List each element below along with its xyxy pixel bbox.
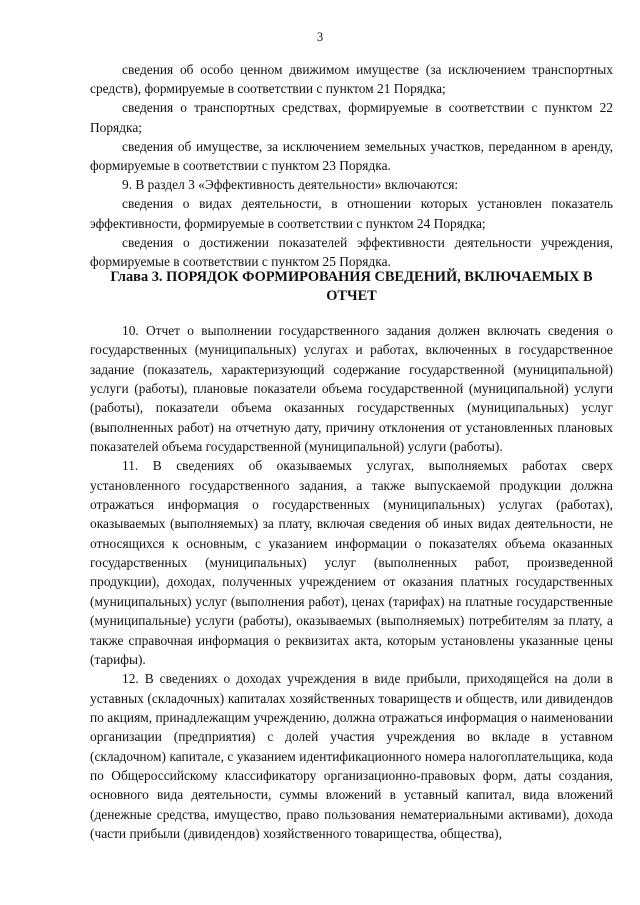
paragraph: сведения о транспортных средствах, формируемые в соответствии с пунктом 22 Порядка; — [90, 100, 613, 135]
paragraph: сведения о видах деятельности, в отношении которых установлен показатель эффективности, формируемые в соответствии с пунктом 24 Порядка; — [90, 196, 613, 231]
page-number: 3 — [316, 30, 324, 44]
paragraph: сведения о достижении показателей эффективности деятельности учреждения, формируемые в соответствии с пунктом 25 Порядка. — [90, 234, 613, 270]
chapter-heading: Глава 3. ПОРЯДОК ФОРМИРОВАНИЯ СВЕДЕНИЙ, ВКЛЮЧАЕМЫХ В ОТЧЕТ — [110, 269, 593, 304]
paragraph: сведения об особо ценном движимом имуществе (за исключением транспортных средств), формируемые в соответствии с пунктом 21 Порядка; — [90, 62, 613, 97]
paragraph: 9. В раздел 3 «Эффективность деятельности» включаются: — [122, 177, 459, 193]
paragraph: 12. В сведениях о доходах учреждения в виде прибыли, приходящейся на доли в уставных (складочных) капиталах хозяйственных товариществ и обществ, или дивидендов по акциям, принадлежащим учреждению, должна отражаться информация о наименовании организации (предприятия) с долей участия учреждения во вкладе в уставном (складочном) капитале, с указанием идентификационного номера налогоплательщика, кода по Общероссийскому классификатору организационно-правовых форм, даты создания, основного вида деятельности, суммы вложений в уставный капитал, вида вложений (денежные средства, имущество, право пользования нематериальными активами), дохода (части прибыли (дивидендов) хозяйственного товарищества, общества), — [90, 671, 613, 841]
chapter-3-body — [90, 321, 613, 843]
paragraph: 10. Отчет о выполнении государственного задания должен включать сведения о государственных (муниципальных) услугах и работах, включенных в государственное задание (показатель, характеризующий содержание государственной (муниципальной) услуги (работы), плановые показатели объема государственной (муниципальной) услуги (работы), показатели объема оказанных государственных (муниципальных) услуг (выполненных работ) на отчетную дату, причину отклонения от установленных плановых показателей объема государственной (муниципальной) услуги (работы). — [90, 323, 613, 455]
section-2-3-list — [90, 60, 613, 271]
paragraph: сведения об имуществе, за исключением земельных участков, переданном в аренду, формируемые в соответствии с пунктом 23 Порядка. — [90, 138, 613, 174]
paragraph: 11. В сведениях об оказываемых услугах, выполняемых работах сверх установленного государственного задания, а также выпускаемой продукции должна отражаться информация о государственных (муниципальных) услугах (работах), оказываемых (выполняемых) за плату, включая сведения об иных видах деятельности, не относящихся к основным, с указанием информации о показателях объема оказанных государственных (муниципальных) услуг (выполненных работ, произведенной продукции), доходах, полученных учреждением от оказания платных государственных (муниципальных) услуг (выполнения работ), ценах (тарифах) на платные государственные (муниципальные) услуги (работы), оказываемых (выполняемых) потребителям за плату, а также справочная информация о реквизитах акта, которым установлены указанные цены (тарифы). — [90, 458, 613, 667]
